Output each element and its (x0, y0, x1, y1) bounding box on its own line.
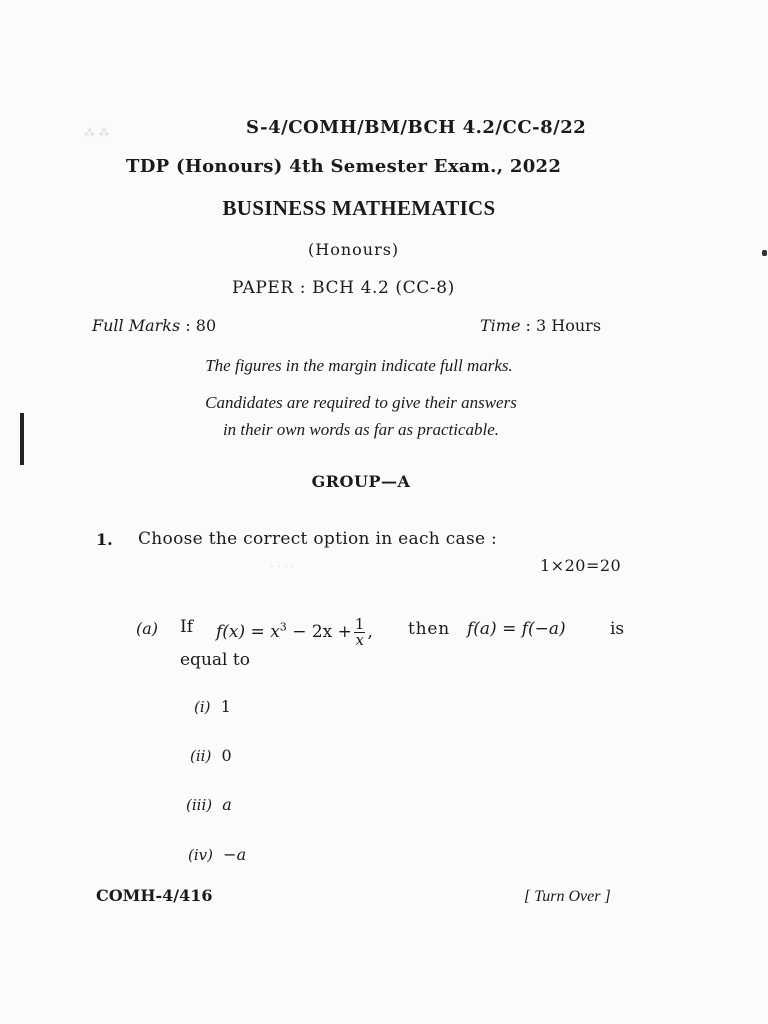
fraction-denominator: x (355, 631, 364, 649)
honours-label: (Honours) (308, 240, 400, 259)
part-then: then (408, 619, 450, 639)
question-number: 1. (96, 530, 113, 549)
subject-title: BUSINESS MATHEMATICS (222, 196, 496, 220)
full-marks (92, 316, 216, 335)
time-label: Time (480, 316, 521, 335)
option-item (188, 845, 246, 864)
full-marks-label: Full Marks (92, 316, 181, 335)
option-label: (i) (194, 698, 211, 716)
part-equal-to: equal to (180, 650, 250, 670)
bleed-through-mark: ⁂ ⁂ (84, 126, 110, 139)
option-label: (ii) (190, 747, 212, 765)
function-definition (216, 617, 373, 648)
option-label: (iii) (186, 796, 213, 814)
instruction-marks: The figures in the margin indicate full marks. (205, 356, 513, 375)
question-marks: 1×20=20 (540, 556, 622, 575)
option-value: −a (223, 845, 247, 864)
time-value: : 3 Hours (525, 316, 602, 335)
option-item (194, 697, 231, 716)
fraction (354, 617, 366, 648)
turn-over-label: [ Turn Over ] (524, 888, 611, 905)
option-item (186, 795, 232, 814)
full-marks-value: : 80 (185, 316, 217, 335)
part-is: is (610, 619, 625, 639)
function-exponent: 3 (279, 620, 287, 634)
function-mid: − 2x + (286, 622, 352, 642)
option-value: a (222, 795, 232, 814)
footer-code: COMH-4/416 (96, 886, 213, 905)
group-heading: GROUP—A (311, 472, 411, 491)
instruction-line: in their own words as far as practicable. (222, 420, 500, 439)
part-expression (467, 619, 566, 639)
part-label: (a) (136, 619, 159, 638)
expression-text: f(a) = f(−a) (467, 619, 566, 639)
question-text: Choose the correct option in each case : (138, 529, 498, 549)
fraction-numerator: 1 (354, 615, 365, 633)
instruction-line: Candidates are required to give their answers (205, 393, 517, 412)
edge-scan-mark (762, 250, 767, 256)
bleed-through-mark: · · · · (270, 560, 295, 573)
time-allowed (480, 316, 601, 335)
part-if: If (180, 617, 194, 637)
instruction-answers (0, 389, 722, 443)
paper-label: PAPER : BCH 4.2 (CC-8) (232, 278, 455, 298)
option-value: 1 (220, 697, 231, 716)
function-lhs: f(x) = x (216, 622, 280, 642)
function-comma: , (367, 622, 373, 642)
option-label: (iv) (188, 846, 213, 864)
paper-code: S-4/COMH/BM/BCH 4.2/CC-8/22 (246, 117, 587, 138)
option-item (190, 746, 232, 765)
option-value: 0 (221, 746, 232, 765)
exam-title: TDP (Honours) 4th Semester Exam., 2022 (126, 156, 562, 177)
